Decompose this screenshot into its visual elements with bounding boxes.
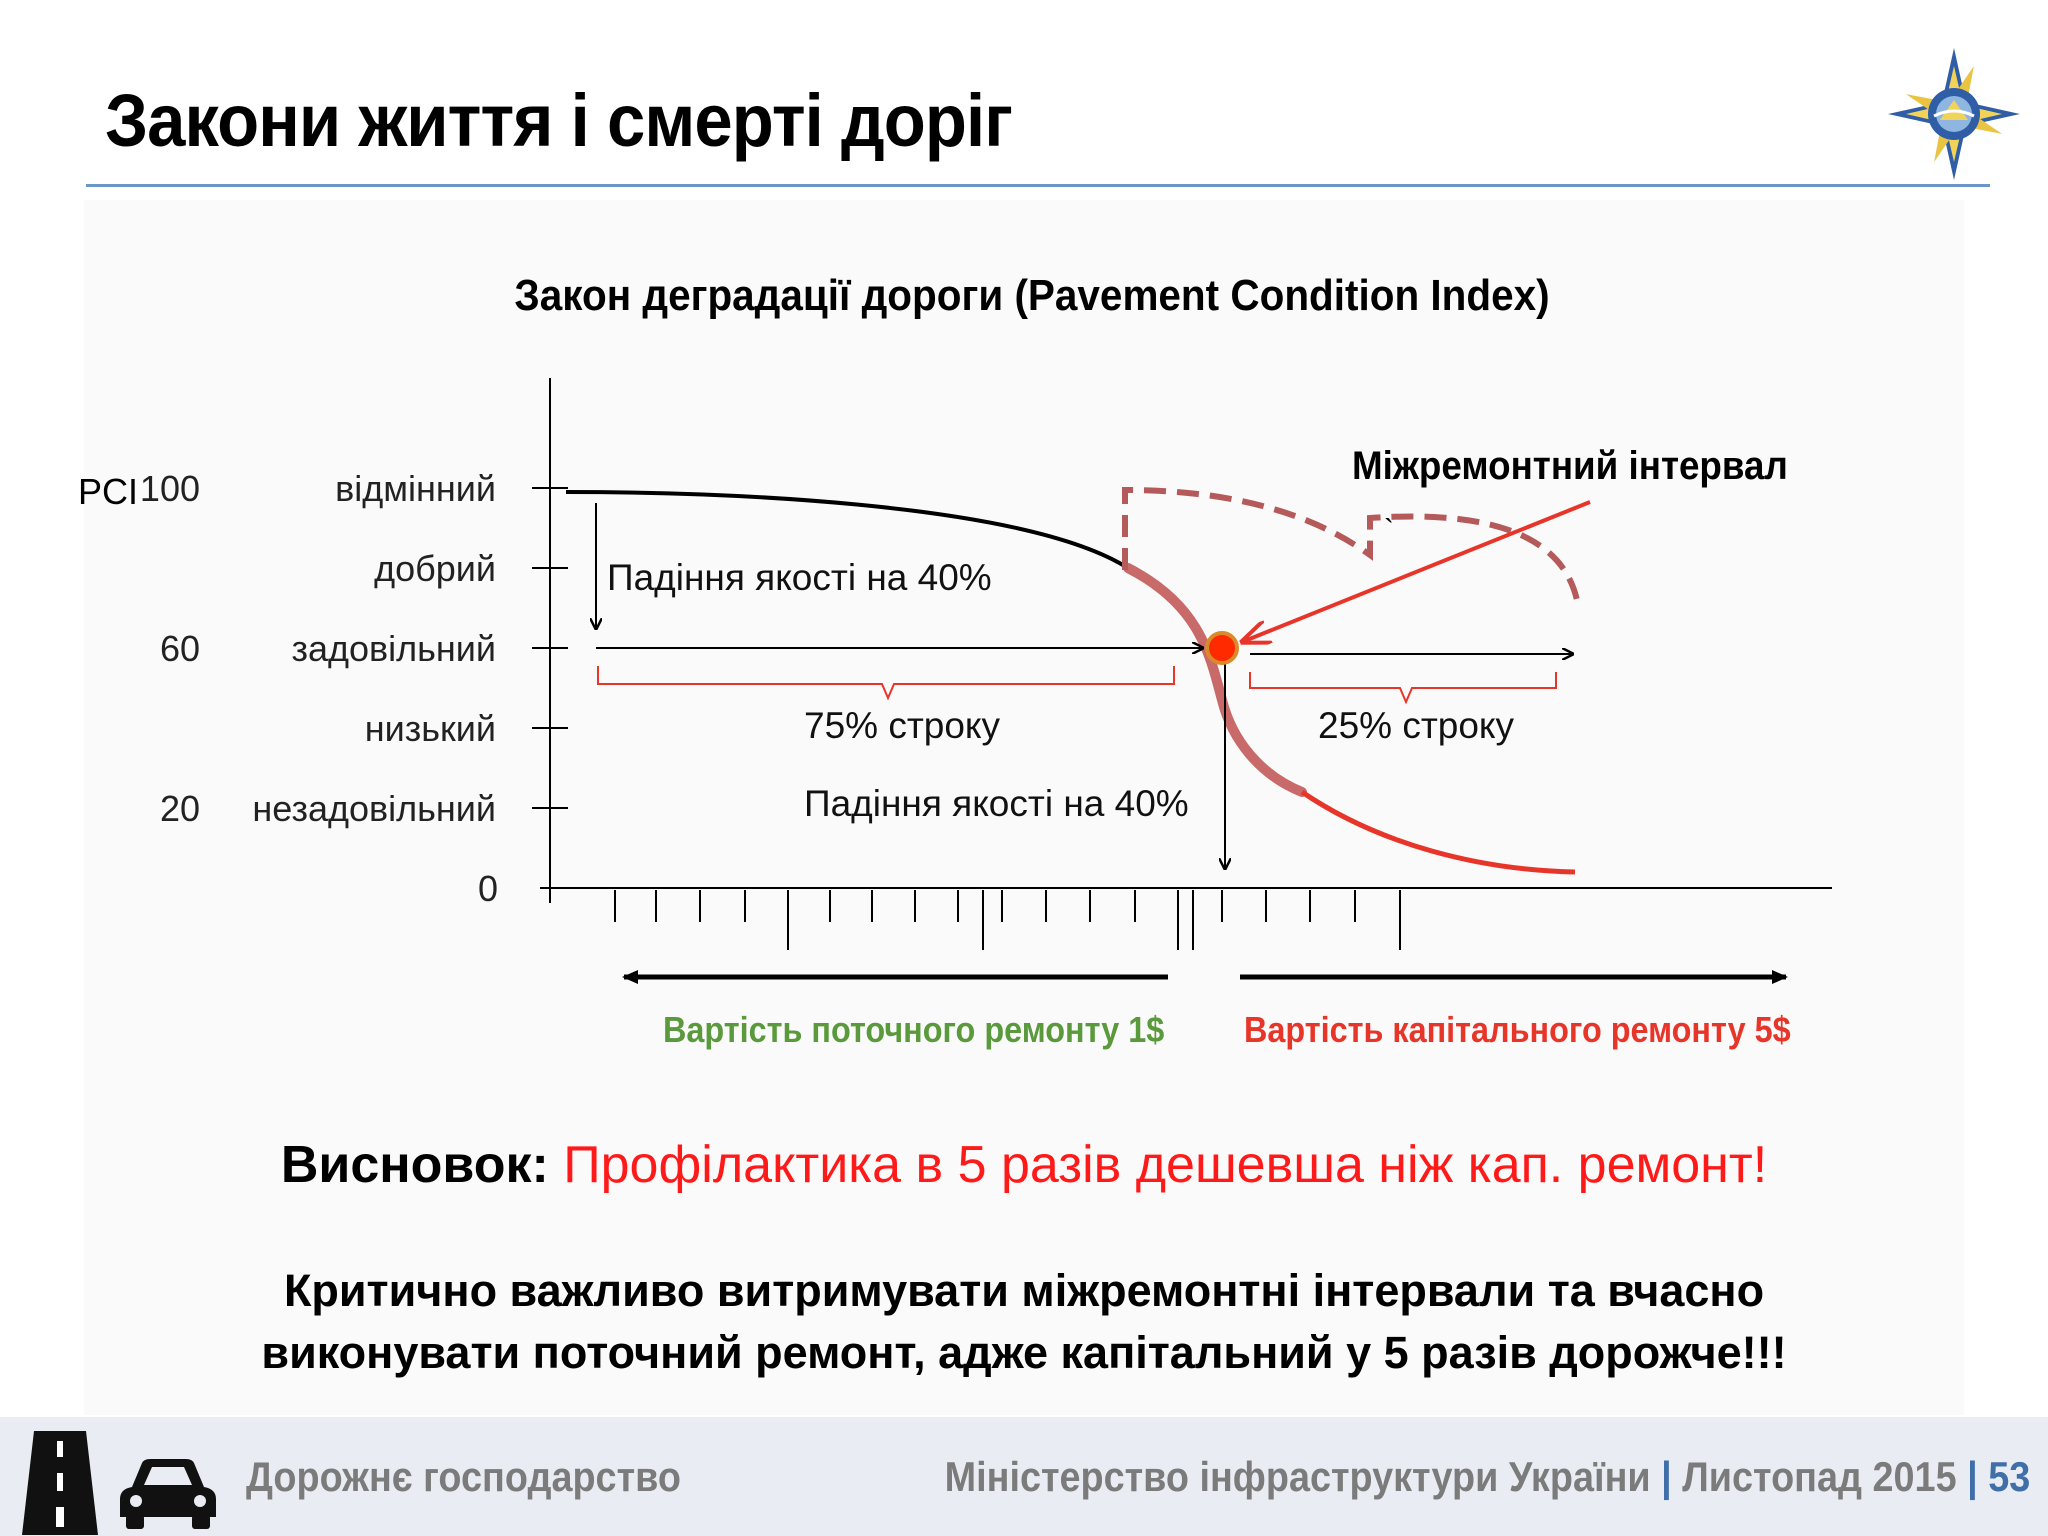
key-message-line-2: виконувати поточний ремонт, адже капітальний у 5 разів дорожче!!! [261, 1327, 1787, 1378]
y-value-label: 0 [477, 868, 498, 909]
span-25-label: 25% строку [1318, 705, 1515, 746]
brace-25 [1250, 672, 1556, 702]
conclusion [0, 1135, 2048, 1195]
brace-75 [598, 666, 1174, 698]
car-icon [118, 1457, 218, 1531]
footer [0, 1417, 2048, 1536]
page-title: Закони життя і смерті доріг [105, 79, 1012, 162]
y-axis-prefix: PCI [78, 471, 139, 512]
key-message [0, 1260, 2048, 1384]
decline-curve [1128, 568, 1302, 792]
critical-point-marker [1207, 633, 1237, 663]
footer-section-title: Дорожнє господарство [246, 1453, 681, 1500]
x-axis-ticks [615, 890, 1400, 950]
diagram-subtitle: Закон деградації дороги (Pavement Condition Index) [514, 270, 1550, 320]
capital-repair-cost-label: Вартість капітального ремонту 5$ [1244, 1010, 1791, 1051]
quality-drop-label-1: Падіння якості на 40% [607, 557, 992, 598]
quality-drop-label-2: Падіння якості на 40% [804, 783, 1189, 824]
conclusion-text: Профілактика в 5 разів дешевша ніж кап. ремонт! [563, 1136, 1768, 1194]
repair-interval-label: Міжремонтний інтервал [1352, 443, 1788, 489]
key-message-line-1: Критично важливо витримувати міжремонтні інтервали та вчасно [283, 1265, 1765, 1316]
footer-organization: Міністерство інфраструктури України [944, 1453, 1651, 1500]
footer-separator: | [1966, 1453, 1978, 1500]
interval-pointer-arrow [1242, 502, 1590, 642]
road-icon [22, 1431, 98, 1535]
current-repair-cost-label: Вартість поточного ремонту 1$ [663, 1010, 1165, 1051]
y-value-label: 60 [159, 628, 200, 669]
y-level-label: незадовільний [252, 788, 496, 829]
y-level-label: добрий [374, 548, 496, 589]
repair-interval-dashed-line [1125, 490, 1578, 605]
span-75-label: 75% строку [804, 705, 1001, 746]
footer-date: Листопад 2015 [1682, 1453, 1957, 1500]
conclusion-label: Висновок: [280, 1136, 549, 1194]
page-number: 53 [1987, 1453, 2030, 1500]
footer-separator: | [1660, 1453, 1672, 1500]
y-value-label: 20 [159, 788, 200, 829]
y-level-label: задовільний [291, 628, 496, 669]
footer-info [944, 1453, 2030, 1501]
y-axis-levels [78, 468, 568, 909]
interval-tick-mark: ` [1384, 514, 1394, 547]
y-level-label: відмінний [335, 468, 496, 509]
y-level-label: низький [364, 708, 496, 749]
y-value-label: 100 [139, 468, 200, 509]
failure-curve [1302, 792, 1575, 872]
